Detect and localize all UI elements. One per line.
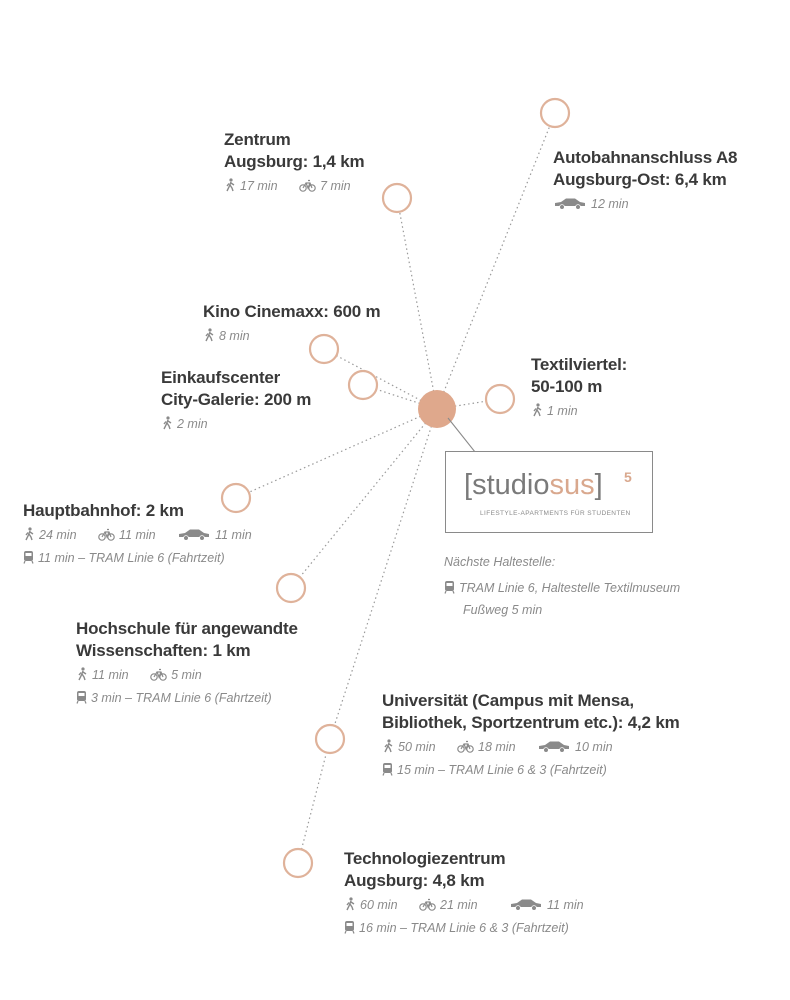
walk-time: 11 min bbox=[92, 668, 129, 682]
travel-times bbox=[382, 739, 680, 757]
car-time: 11 min bbox=[547, 898, 584, 912]
travel-times bbox=[203, 328, 380, 346]
line-techno bbox=[298, 739, 330, 863]
logo-wordmark bbox=[464, 470, 603, 500]
line-zentrum bbox=[397, 198, 437, 409]
walk-time: 8 min bbox=[219, 329, 250, 343]
tram-time-row bbox=[382, 762, 680, 780]
bike-time: 11 min bbox=[119, 528, 156, 542]
location-technologiezentrum bbox=[344, 848, 584, 938]
circle-zentrum bbox=[383, 184, 411, 212]
walk-icon bbox=[344, 897, 356, 915]
circle-einkauf bbox=[349, 371, 377, 399]
bike-icon bbox=[457, 740, 474, 757]
logo-word-studio: studio bbox=[472, 469, 550, 501]
travel-times bbox=[224, 178, 364, 196]
location-textilviertel bbox=[531, 354, 627, 421]
logo-superscript: 5 bbox=[624, 469, 632, 485]
tram-icon bbox=[344, 920, 355, 938]
location-kino bbox=[203, 301, 380, 346]
walk-time: 24 min bbox=[39, 528, 77, 542]
bike-icon bbox=[299, 179, 316, 196]
walk-icon bbox=[161, 416, 173, 434]
travel-times bbox=[344, 897, 584, 915]
car-icon bbox=[537, 739, 571, 757]
travel-times bbox=[76, 667, 298, 685]
tram-icon bbox=[76, 690, 87, 708]
logo-bracket-close: ] bbox=[594, 469, 603, 501]
location-zentrum bbox=[224, 129, 364, 196]
walk-icon bbox=[382, 739, 394, 757]
location-autobahn bbox=[553, 147, 737, 214]
location-title: Hauptbahnhof: 2 km bbox=[23, 501, 184, 520]
travel-times bbox=[161, 416, 311, 434]
location-title: Hochschule für angewandte bbox=[76, 619, 298, 638]
circle-uni bbox=[316, 725, 344, 753]
location-hauptbahnhof bbox=[23, 500, 252, 568]
location-title: Augsburg: 1,4 km bbox=[224, 152, 365, 171]
walk-time: 1 min bbox=[547, 404, 578, 418]
car-time: 10 min bbox=[575, 740, 613, 754]
logo-tagline: LIFESTYLE-APARTMENTS FÜR STUDENTEN bbox=[480, 510, 631, 517]
walk-icon bbox=[23, 527, 35, 545]
tram-icon bbox=[23, 550, 34, 568]
circle-autobahn bbox=[541, 99, 569, 127]
location-title: Kino Cinemaxx: 600 m bbox=[203, 302, 381, 321]
travel-times bbox=[531, 403, 627, 421]
travel-times bbox=[23, 527, 252, 545]
walk-time: 17 min bbox=[240, 179, 278, 193]
logo-word-sus: sus bbox=[549, 469, 595, 501]
walk-icon bbox=[224, 178, 236, 196]
callout-pointer bbox=[448, 418, 512, 452]
bike-icon bbox=[98, 528, 115, 545]
location-title: Technologiezentrum bbox=[344, 849, 506, 868]
nearest-stop bbox=[444, 554, 680, 618]
tram-time-row bbox=[344, 920, 584, 938]
tram-icon bbox=[382, 762, 393, 780]
location-hochschule bbox=[76, 618, 298, 708]
tram-time: 16 min – TRAM Linie 6 & 3 (Fahrtzeit) bbox=[359, 921, 569, 935]
tram-time: 3 min – TRAM Linie 6 (Fahrtzeit) bbox=[91, 691, 272, 705]
circle-hochschule bbox=[277, 574, 305, 602]
tram-time: 11 min – TRAM Linie 6 (Fahrtzeit) bbox=[38, 551, 225, 565]
walk-icon bbox=[531, 403, 543, 421]
bike-time: 21 min bbox=[440, 898, 478, 912]
tram-time: 15 min – TRAM Linie 6 & 3 (Fahrtzeit) bbox=[397, 763, 607, 777]
line-hochschule bbox=[291, 409, 437, 588]
bike-icon bbox=[150, 668, 167, 685]
logo-bracket-open: [ bbox=[464, 469, 473, 501]
car-time: 12 min bbox=[591, 197, 629, 211]
walk-icon bbox=[203, 328, 215, 346]
studiosus-logo-box bbox=[445, 451, 653, 533]
line-kino bbox=[324, 349, 437, 409]
car-time: 11 min bbox=[215, 528, 252, 542]
bike-time: 18 min bbox=[478, 740, 516, 754]
location-title: Zentrum bbox=[224, 130, 291, 149]
location-title: Bibliothek, Sportzentrum etc.): 4,2 km bbox=[382, 713, 680, 732]
travel-times bbox=[553, 196, 737, 214]
car-icon bbox=[177, 527, 211, 545]
circle-techno bbox=[284, 849, 312, 877]
tram-icon bbox=[444, 580, 455, 598]
tram-time-row bbox=[23, 550, 252, 568]
location-title: Autobahnanschluss A8 bbox=[553, 148, 738, 167]
location-title: City-Galerie: 200 m bbox=[161, 390, 312, 409]
bike-time: 5 min bbox=[171, 668, 202, 682]
location-title: Textilviertel: bbox=[531, 355, 628, 374]
stop-line-1 bbox=[444, 580, 680, 598]
walk-time: 2 min bbox=[177, 417, 208, 431]
circle-textil bbox=[486, 385, 514, 413]
walk-time: 60 min bbox=[360, 898, 398, 912]
stop-line-2: Fußweg 5 min bbox=[463, 603, 543, 617]
stop-line-1-text: TRAM Linie 6, Haltestelle Textilmuseum bbox=[459, 581, 681, 595]
location-einkaufscenter bbox=[161, 367, 311, 434]
center-marker bbox=[418, 390, 456, 428]
walk-icon bbox=[76, 667, 88, 685]
car-icon bbox=[509, 897, 543, 915]
car-icon bbox=[553, 196, 587, 214]
location-title: Wissenschaften: 1 km bbox=[76, 641, 251, 660]
bike-time: 7 min bbox=[320, 179, 351, 193]
bike-icon bbox=[419, 898, 436, 915]
location-title: Augsburg: 4,8 km bbox=[344, 871, 485, 890]
stop-heading: Nächste Haltestelle: bbox=[444, 555, 556, 569]
location-title: Einkaufscenter bbox=[161, 368, 281, 387]
location-title: 50-100 m bbox=[531, 377, 603, 396]
location-universitaet bbox=[382, 690, 680, 780]
tram-time-row bbox=[76, 690, 298, 708]
walk-time: 50 min bbox=[398, 740, 436, 754]
location-title: Universität (Campus mit Mensa, bbox=[382, 691, 634, 710]
location-title: Augsburg-Ost: 6,4 km bbox=[553, 170, 727, 189]
